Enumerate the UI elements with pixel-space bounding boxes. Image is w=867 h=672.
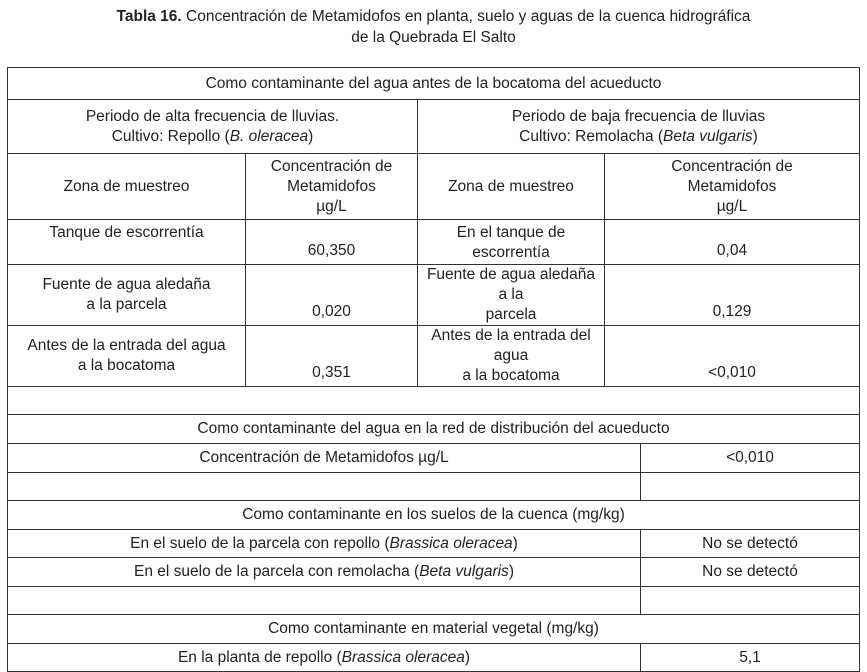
table-caption bbox=[0, 6, 867, 48]
section-1-title: Como contaminante del agua antes de la bocatoma del acueducto bbox=[8, 68, 860, 100]
left-period-cell bbox=[8, 100, 418, 154]
plant-value-cell: 5,1 bbox=[641, 644, 860, 672]
section-2-title: Como contaminante del agua en la red de distribución del acueducto bbox=[8, 415, 860, 444]
right-conc-header: Concentración de Metamidofos µg/L bbox=[605, 154, 860, 220]
spacer-cell bbox=[641, 587, 860, 615]
left-zone-cell: Tanque de escorrentía bbox=[8, 220, 246, 265]
right-value-cell: 0,04 bbox=[605, 220, 860, 265]
left-crop-line: Cultivo: Repollo (B. oleracea) bbox=[111, 127, 314, 145]
soil-value-cell: No se detectó bbox=[641, 558, 860, 587]
caption-text-1: Concentración de Metamidofos en planta, suelo y aguas de la cuenca hidrográfica bbox=[186, 8, 751, 25]
table-row bbox=[8, 265, 860, 326]
soil-species: Brassica oleracea bbox=[389, 534, 513, 552]
right-value-cell: 0,129 bbox=[605, 265, 860, 326]
caption-line-2: de la Quebrada El Salto bbox=[351, 29, 516, 46]
data-table bbox=[7, 67, 860, 672]
right-crop-species: Beta vulgaris bbox=[663, 127, 753, 145]
right-zone-cell: Fuente de agua aledaña a la parcela bbox=[418, 265, 605, 326]
table-row bbox=[8, 530, 860, 558]
table-row bbox=[8, 444, 860, 473]
table-row bbox=[8, 326, 860, 387]
soil-label-cell: En el suelo de la parcela con repollo (Brassica oleracea) bbox=[8, 530, 641, 558]
section-2-title-row bbox=[8, 415, 860, 444]
right-period-cell bbox=[418, 100, 860, 154]
left-value-cell: 0,351 bbox=[246, 326, 418, 387]
section-3-title-row bbox=[8, 501, 860, 530]
right-zone-header: Zona de muestreo bbox=[418, 154, 605, 220]
spacer-row bbox=[8, 473, 860, 501]
caption-line-1 bbox=[0, 6, 867, 27]
table-row bbox=[8, 644, 860, 672]
network-value-cell: <0,010 bbox=[641, 444, 860, 473]
section-1-title-row bbox=[8, 68, 860, 100]
spacer-row bbox=[8, 587, 860, 615]
section-3-title: Como contaminante en los suelos de la cuenca (mg/kg) bbox=[8, 501, 860, 530]
right-value-cell: <0,010 bbox=[605, 326, 860, 387]
left-zone-cell: Fuente de agua aledaña a la parcela bbox=[8, 265, 246, 326]
section-4-title: Como contaminante en material vegetal (mg/kg) bbox=[8, 615, 860, 644]
left-zone-cell: Antes de la entrada del agua a la bocatoma bbox=[8, 326, 246, 387]
period-row bbox=[8, 100, 860, 154]
spacer-cell bbox=[8, 387, 860, 415]
left-zone-header: Zona de muestreo bbox=[8, 154, 246, 220]
left-value-cell: 0,020 bbox=[246, 265, 418, 326]
spacer-cell bbox=[8, 587, 641, 615]
spacer-row bbox=[8, 387, 860, 415]
soil-species: Beta vulgaris bbox=[419, 563, 509, 580]
right-zone-cell: En el tanque de escorrentía bbox=[418, 220, 605, 265]
table-row bbox=[8, 558, 860, 587]
plant-species: Brassica oleracea bbox=[341, 648, 465, 666]
left-conc-header: Concentración de Metamidofos µg/L bbox=[246, 154, 418, 220]
right-crop-line: Cultivo: Remolacha (Beta vulgaris) bbox=[519, 127, 758, 145]
soil-value-cell: No se detectó bbox=[641, 530, 860, 558]
caption-label: Tabla 16. bbox=[116, 8, 182, 25]
spacer-cell bbox=[641, 473, 860, 501]
right-zone-cell: Antes de la entrada del agua a la bocatoma bbox=[418, 326, 605, 387]
network-label-cell: Concentración de Metamidofos µg/L bbox=[8, 444, 641, 473]
left-crop-species: B. oleracea bbox=[229, 127, 309, 145]
soil-label-cell: En el suelo de la parcela con remolacha (Beta vulgaris) bbox=[8, 558, 641, 587]
left-period-line: Periodo de alta frecuencia de lluvias. bbox=[85, 107, 340, 125]
left-value-cell: 60,350 bbox=[246, 220, 418, 265]
section-4-title-row bbox=[8, 615, 860, 644]
table-row bbox=[8, 220, 860, 265]
plant-label-cell: En la planta de repollo (Brassica oleracea) bbox=[8, 644, 641, 672]
spacer-cell bbox=[8, 473, 641, 501]
right-period-line: Periodo de baja frecuencia de lluvias bbox=[511, 107, 766, 125]
header-row bbox=[8, 154, 860, 220]
